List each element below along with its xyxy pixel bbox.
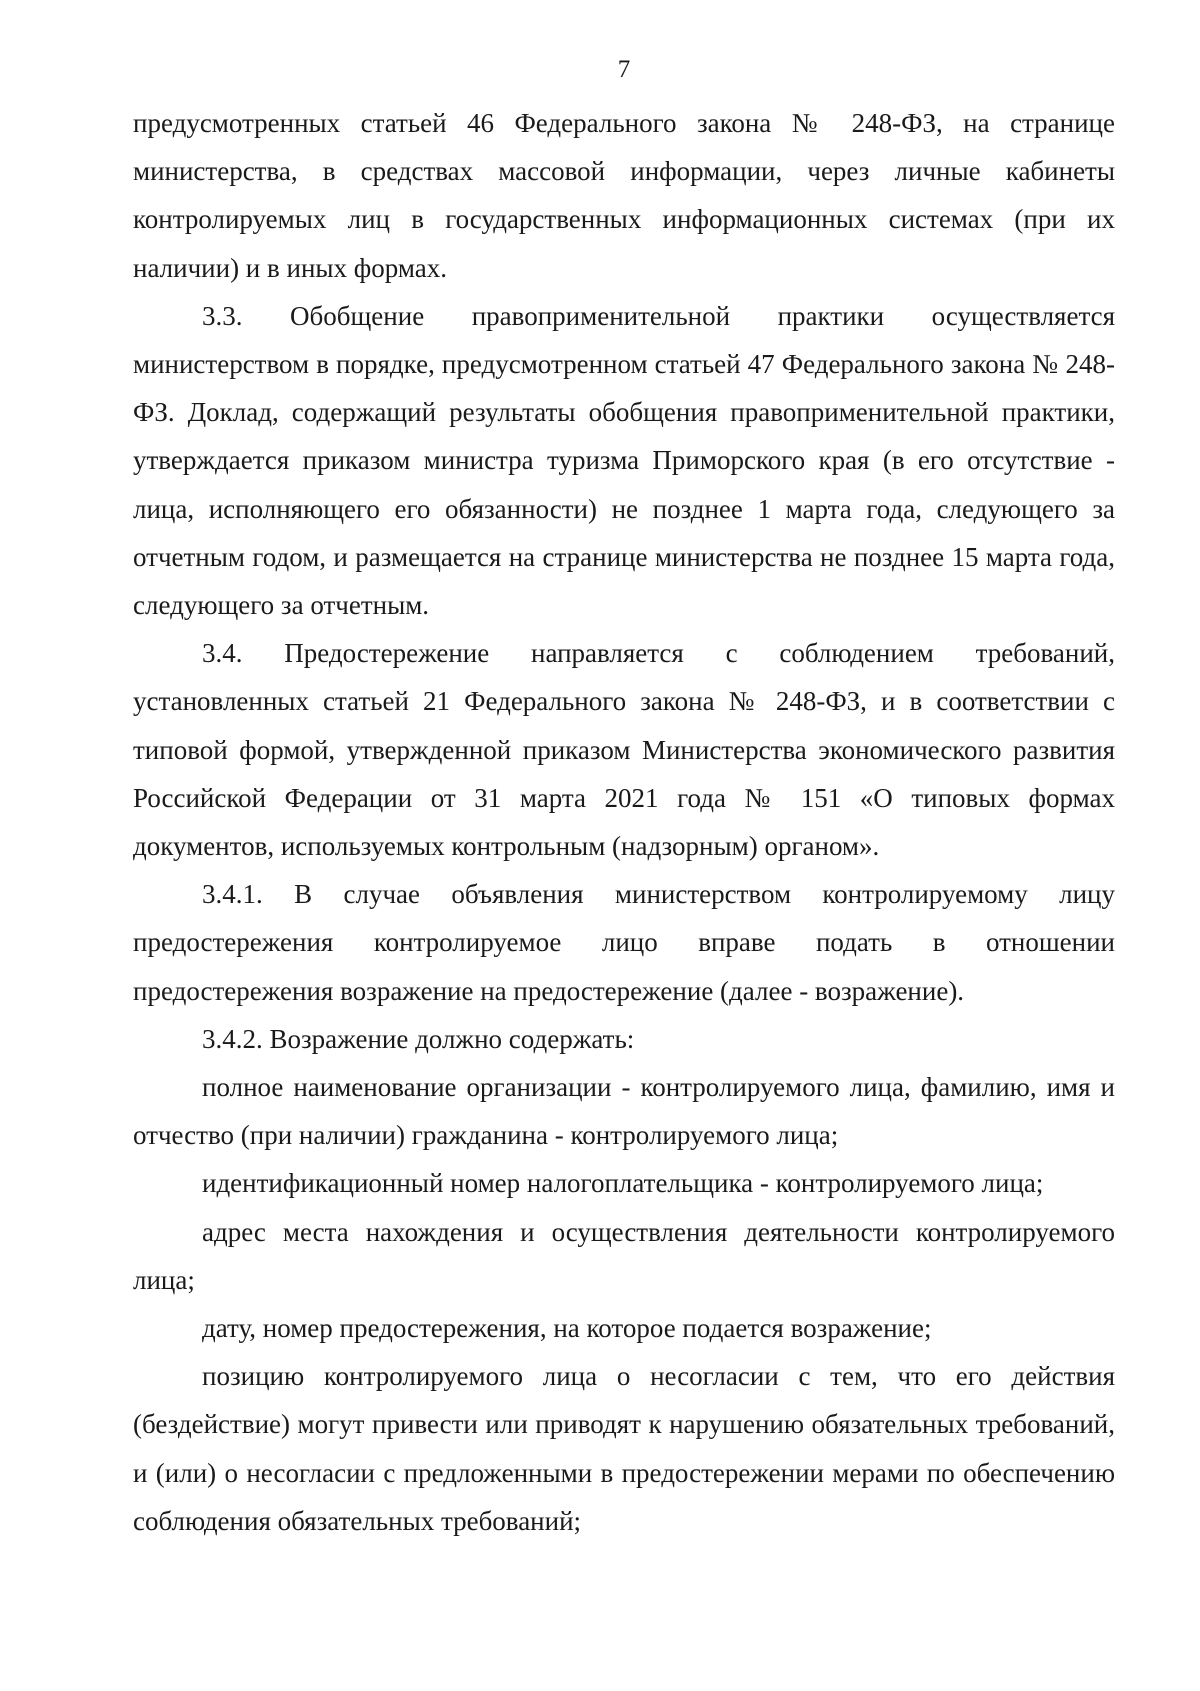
list-item-date-number: дату, номер предостережения, на которое подается возражение;: [202, 1313, 932, 1344]
paragraph-3-3: 3.3. Обобщение правоприменительной практики осуществляется министерством в порядке, предусмотренном статьей 47 Федерального закона № 248-ФЗ. Доклад, содержащий результаты обобщения правоприменительной практики, утверждается приказом министра туризма Приморского края (в его отсутствие - лица, исполняющего его обязанности) не позднее 1 марта года, следующего за отчетным годом, и размещается на странице министерства не позднее 15 марта года, следующего за отчетным.: [133, 300, 1115, 621]
paragraph-3-4-1: 3.4.1. В случае объявления министерством контролируемому лицу предостережения контролируемое лицо вправе подать в отношении предостережения возражение на предостережение (далее - возражение).: [133, 879, 1115, 1006]
list-item-full-name: полное наименование организации - контролируемого лица, фамилию, имя и отчество (при наличии) гражданина - контролируемого лица;: [133, 1072, 1115, 1151]
document-body: [133, 99, 1115, 1545]
list-item-inn: идентификационный номер налогоплательщика - контролируемого лица;: [202, 1168, 1044, 1199]
page-number: 7: [617, 56, 631, 83]
list-item-position: позицию контролируемого лица о несогласии с тем, что его действия (бездействие) могут привести или приводят к нарушению обязательных требований, и (или) о несогласии с предложенными в предостережении мерами по обеспечению соблюдения обязательных требований;: [133, 1361, 1115, 1536]
paragraph-3-4-2: 3.4.2. Возражение должно содержать:: [202, 1023, 635, 1054]
paragraph-3-4: 3.4. Предостережение направляется с соблюдением требований, установленных статьей 21 Федерального закона № 248-ФЗ, и в соответствии с типовой формой, утвержденной приказом Министерства экономического развития Российской Федерации от 31 марта 2021 года № 151 «О типовых формах документов, используемых контрольным (надзорным) органом».: [133, 638, 1115, 862]
paragraph-continuation: предусмотренных статьей 46 Федерального закона № 248-ФЗ, на странице министерства, в средствах массовой информации, через личные кабинеты контролируемых лиц в государственных информационных системах (при их наличии) и в иных формах.: [133, 108, 1115, 283]
list-item-address: адрес места нахождения и осуществления деятельности контролируемого лица;: [133, 1216, 1115, 1295]
